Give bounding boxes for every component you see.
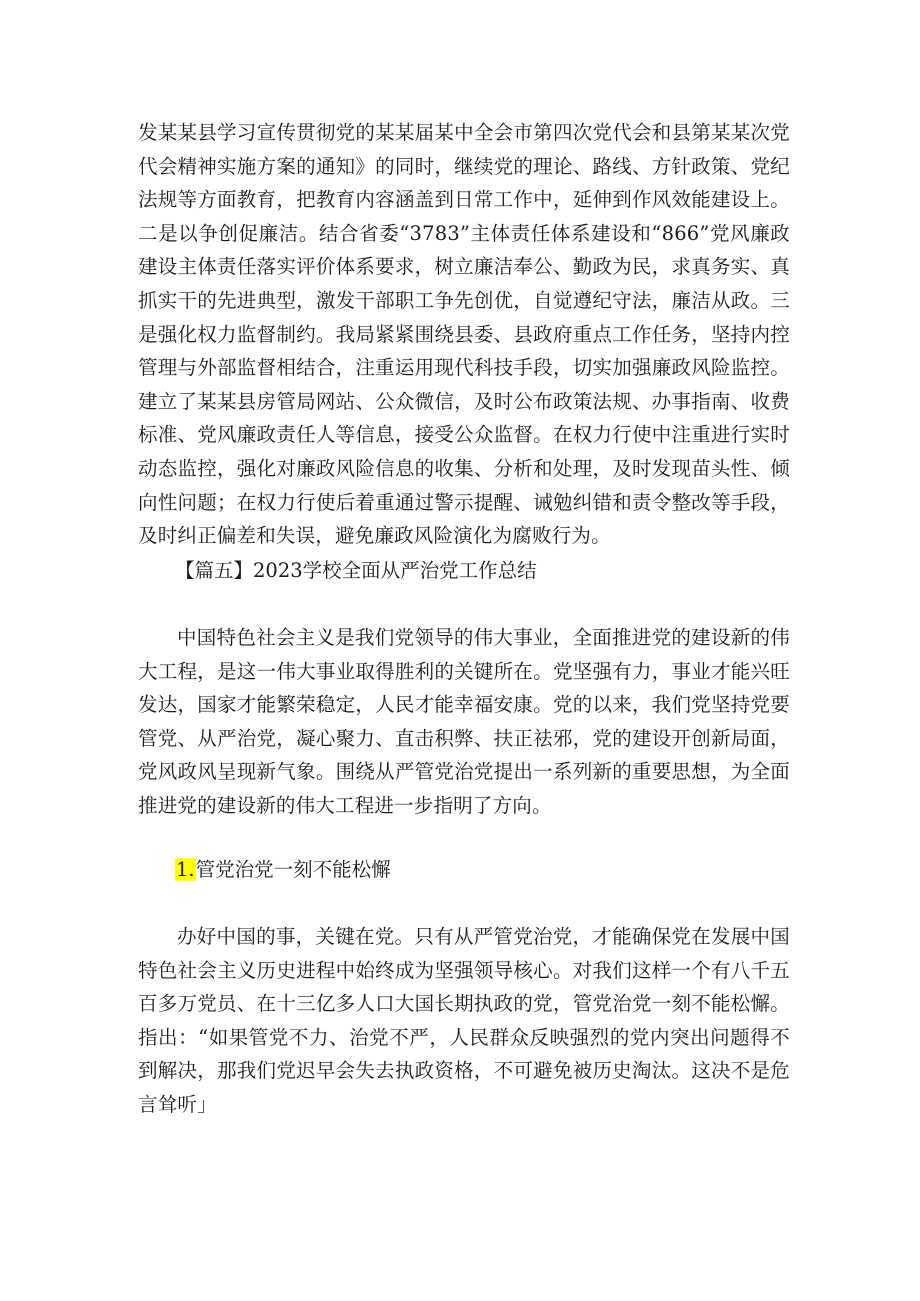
subheading — [175, 855, 391, 885]
subheading-title: 管党治党一刻不能松懈 — [195, 858, 391, 881]
paragraph-intro: 中国特色社会主义是我们党领导的伟大事业，全面推进党的建设新的伟大工程，是这一伟大事业取得胜利的关键所在。党坚强有力，事业才能兴旺发达，国家才能繁荣稳定，人民才能幸福安康。党的以来，我们党坚持党要管党、从严治党，凝心聚力、直击积弊、扶正祛邪，党的建设开创新局面，党风政风呈现新气象。围绕从严管党治党提出一系列新的重要思想，为全面推进党的建设新的伟大工程进一步指明了方向。 — [138, 626, 790, 817]
paragraph-continued: 发某某县学习宣传贯彻党的某某届某中全会市第四次党代会和县第某某次党代会精神实施方案的通知》的同时，继续党的理论、路线、方针政策、党纪法规等方面教育，把教育内容涵盖到日常工作中，延伸到作风效能建设上。二是以争创促廉洁。结合省委“3783”主体责任体系建设和“866”党风廉政建设主体责任落实评价体系要求，树立廉洁奉公、勤政为民，求真务实、真抓实干的先进典型，激发干部职工争先创优，自觉遵纪守法，廉洁从政。三是强化权力监督制约。我局紧紧围绕县委、县政府重点工作任务，坚持内控管理与外部监督相结合，注重运用现代科技手段，切实加强廉政风险监控。建立了某某县房管局网站、公众微信，及时公布政策法规、办事指南、收费标准、党风廉政责任人等信息，接受公众监督。在权力行使中注重进行实时动态监控，强化对廉政风险信息的收集、分析和处理，及时发现苗头性、倾向性问题；在权力行使后着重通过警示提醒、诫勉纠错和责令整改等手段，及时纠正偏差和失误，避免廉政风险演化为腐败行为。 — [138, 121, 790, 548]
subheading-number: 1. — [176, 858, 195, 881]
section-heading: 【篇五】2023学校全面从严治党工作总结 — [175, 559, 537, 582]
paragraph-sub: 办好中国的事，关键在党。只有从严管党治党，才能确保党在发展中国特色社会主义历史进程中始终成为坚强领导核心。对我们这样一个有八千五百多万党员、在十三亿多人口大国长期执政的党，管党治党一刻不能松懈。指出：“如果管党不力、治党不严，人民群众反映强烈的党内突出问题得不到解决，那我们党迟早会失去执政资格，不可避免被历史淘汰。这决不是危言耸听」 — [138, 925, 790, 1116]
